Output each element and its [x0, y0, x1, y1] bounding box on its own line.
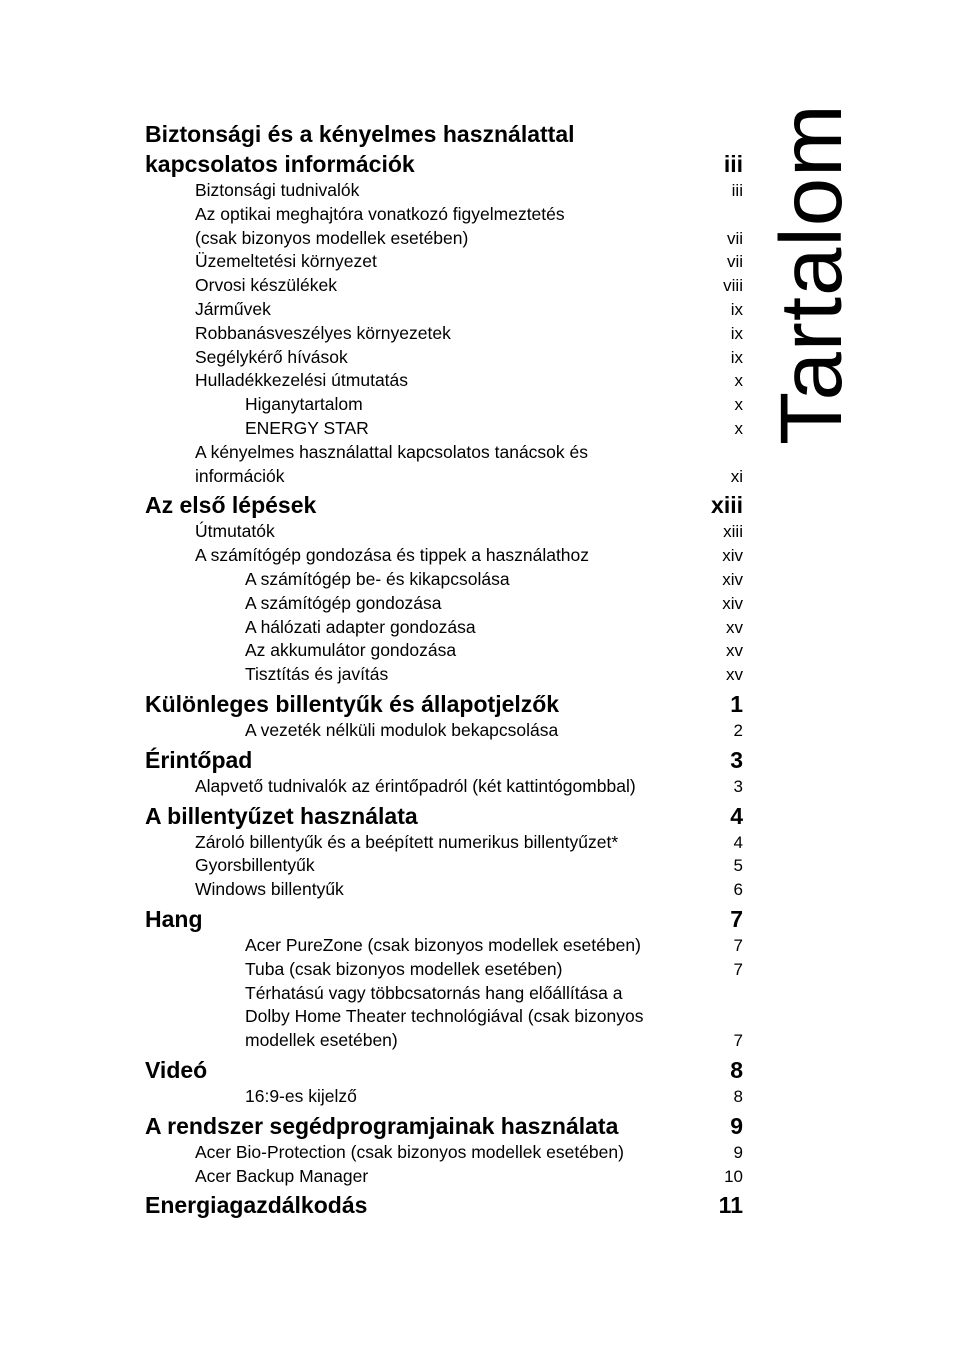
toc-entry-title: Zároló billentyűk és a beépített numerikus billentyűzet* [195, 831, 619, 852]
toc-chapter-entry[interactable] [145, 689, 743, 719]
toc-entry-title: Útmutatók [195, 521, 275, 542]
toc-entry-title: Higanytartalom [245, 394, 363, 415]
toc-section-entry[interactable] [145, 831, 743, 855]
toc-entry-title: A hálózati adapter gondozása [245, 616, 476, 637]
toc-entry-title: Videó [145, 1056, 208, 1083]
toc-entry-title: Érintőpad [145, 746, 253, 773]
toc-section-entry[interactable] [145, 854, 743, 878]
toc-entry-title: Biztonsági tudnivalók [195, 180, 360, 200]
toc-entry-title: Orvosi készülékek [195, 275, 337, 296]
toc-entry-title: Segélykérő hívások [195, 346, 348, 367]
toc-entry-title: A számítógép be- és kikapcsolása [245, 568, 510, 589]
toc-entry-title: A kényelmes használattal kapcsolatos tanácsok és információk [195, 441, 588, 486]
toc-section-entry[interactable] [145, 775, 743, 799]
toc-entry-title: Acer Bio-Protection (csak bizonyos modellek esetében) [195, 1141, 624, 1162]
toc-entry-page-number: 1 [730, 690, 743, 717]
toc-entry-page-number: xiv [722, 593, 743, 613]
toc-entry-title: Acer Backup Manager [195, 1165, 369, 1186]
toc-entry-page-number: xiv [722, 569, 743, 589]
toc-section-entry[interactable] [145, 274, 743, 298]
toc-entry-page-number: 3 [733, 776, 743, 796]
toc-section-entry[interactable] [145, 322, 743, 346]
toc-entry-page-number: xiii [723, 522, 743, 542]
toc-entry-title: Az akkumulátor gondozása [245, 640, 457, 661]
toc-subsection-entry[interactable] [145, 982, 743, 1053]
toc-chapter-entry[interactable] [145, 119, 743, 179]
toc-section-entry[interactable] [145, 369, 743, 393]
toc-entry-page-number: 7 [730, 905, 743, 932]
toc-section-entry[interactable] [145, 298, 743, 322]
toc-entry-title: Alapvető tudnivalók az érintőpadról (két kattintógombbal) [195, 775, 636, 796]
toc-entry-title: A számítógép gondozása és tippek a használathoz [195, 545, 590, 566]
toc-entry-page-number: 8 [733, 1086, 743, 1106]
toc-entry-page-number: 9 [733, 1142, 743, 1162]
toc-entry-page-number: vii [726, 252, 743, 272]
toc-entry-title: Térhatású vagy többcsatornás hang előállítása a Dolby Home Theater technológiával (csak bizonyos modellek esetében) [245, 982, 644, 1051]
toc-entry-page-number: 8 [730, 1056, 743, 1083]
toc-entry-title: Gyorsbillentyűk [195, 855, 315, 876]
toc-subsection-entry[interactable] [145, 639, 743, 663]
toc-entry-title: Hulladékkezelési útmutatás [195, 370, 409, 391]
toc-entry-title: Az optikai meghajtóra vonatkozó figyelmeztetés (csak bizonyos modellek esetében) [195, 203, 565, 248]
toc-entry-page-number: xiii [711, 492, 743, 519]
toc-entry-page-number: x [734, 418, 743, 438]
toc-entry-page-number: xiv [722, 546, 743, 566]
toc-entry-page-number: 9 [730, 1112, 743, 1139]
toc-entry-page-number: ix [730, 299, 743, 319]
toc-entry-title: A billentyűzet használata [145, 802, 418, 829]
toc-entry-title: 16:9-es kijelző [245, 1085, 357, 1106]
toc-entry-title: Üzemeltetési környezet [195, 251, 377, 272]
toc-entry-title: Különleges billentyűk és állapotjelzők [145, 690, 560, 717]
toc-section-entry[interactable] [145, 1165, 743, 1189]
toc-subsection-entry[interactable] [145, 417, 743, 441]
toc-entry-page-number: xv [726, 641, 743, 661]
toc-subsection-entry[interactable] [145, 616, 743, 640]
toc-subsection-entry[interactable] [145, 568, 743, 592]
toc-entry-page-number: ix [730, 323, 743, 343]
toc-subsection-entry[interactable] [145, 1085, 743, 1109]
toc-entry-title: Az első lépések [145, 492, 317, 519]
toc-entry-page-number: iii [723, 151, 743, 177]
toc-entry-page-number: 4 [730, 802, 743, 829]
toc-entry-page-number: 4 [733, 832, 743, 852]
toc-subsection-entry[interactable] [145, 958, 743, 982]
toc-entry-title: Tisztítás és javítás [245, 664, 389, 685]
toc-chapter-entry[interactable] [145, 1190, 743, 1220]
side-title: Tartalom [763, 103, 860, 445]
toc-section-entry[interactable] [145, 544, 743, 568]
toc-subsection-entry[interactable] [145, 719, 743, 743]
toc-entry-page-number: viii [723, 276, 743, 296]
toc-subsection-entry[interactable] [145, 934, 743, 958]
toc-section-entry[interactable] [145, 346, 743, 370]
toc-entry-page-number: 10 [724, 1166, 743, 1186]
toc-chapter-entry[interactable] [145, 1111, 743, 1141]
toc-entry-page-number: 6 [733, 880, 743, 900]
toc-chapter-entry[interactable] [145, 745, 743, 775]
toc-entry-title: Windows billentyűk [195, 879, 344, 900]
toc-entry-title: Járművek [195, 298, 271, 319]
toc-entry-page-number: vii [726, 228, 743, 248]
toc-section-entry[interactable] [145, 441, 743, 489]
toc-entry-title: Biztonsági és a kényelmes használattal kapcsolatos információk [145, 121, 575, 177]
toc-subsection-entry[interactable] [145, 592, 743, 616]
toc-entry-title: Robbanásveszélyes környezetek [195, 322, 451, 343]
toc-section-entry[interactable] [145, 1141, 743, 1165]
toc-entry-page-number: 5 [733, 856, 743, 876]
table-of-contents [145, 117, 743, 1220]
toc-section-entry[interactable] [145, 520, 743, 544]
toc-entry-title: Hang [145, 905, 203, 932]
toc-entry-page-number: xv [726, 665, 743, 685]
toc-chapter-entry[interactable] [145, 1055, 743, 1085]
toc-section-entry[interactable] [145, 250, 743, 274]
toc-subsection-entry[interactable] [145, 663, 743, 687]
toc-entry-page-number: 7 [733, 935, 743, 955]
toc-section-entry[interactable] [145, 179, 743, 203]
toc-entry-page-number: iii [731, 181, 743, 200]
toc-chapter-entry[interactable] [145, 904, 743, 934]
toc-section-entry[interactable] [145, 203, 743, 251]
toc-entry-title: Energiagazdálkodás [145, 1192, 368, 1219]
toc-entry-page-number: 7 [733, 1031, 743, 1051]
toc-entry-page-number: ix [730, 347, 743, 367]
toc-section-entry[interactable] [145, 878, 743, 902]
toc-subsection-entry[interactable] [145, 393, 743, 417]
toc-entry-page-number: 2 [733, 720, 743, 740]
toc-entry-title: Tuba (csak bizonyos modellek esetében) [245, 958, 563, 979]
toc-entry-page-number: xi [730, 466, 743, 486]
toc-chapter-entry[interactable] [145, 490, 743, 520]
toc-chapter-entry[interactable] [145, 801, 743, 831]
toc-entry-title: A vezeték nélküli modulok bekapcsolása [245, 719, 559, 740]
toc-entry-title: ENERGY STAR [245, 417, 369, 438]
toc-entry-title: A számítógép gondozása [245, 592, 442, 613]
toc-entry-title: Acer PureZone (csak bizonyos modellek esetében) [245, 934, 641, 955]
toc-entry-title: A rendszer segédprogramjainak használata [145, 1112, 619, 1139]
toc-entry-page-number: x [734, 371, 743, 391]
toc-entry-page-number: 7 [733, 959, 743, 979]
toc-entry-page-number: 3 [730, 746, 743, 773]
toc-entry-page-number: xv [726, 617, 743, 637]
toc-entry-page-number: x [734, 395, 743, 415]
toc-entry-page-number: 11 [718, 1192, 743, 1219]
